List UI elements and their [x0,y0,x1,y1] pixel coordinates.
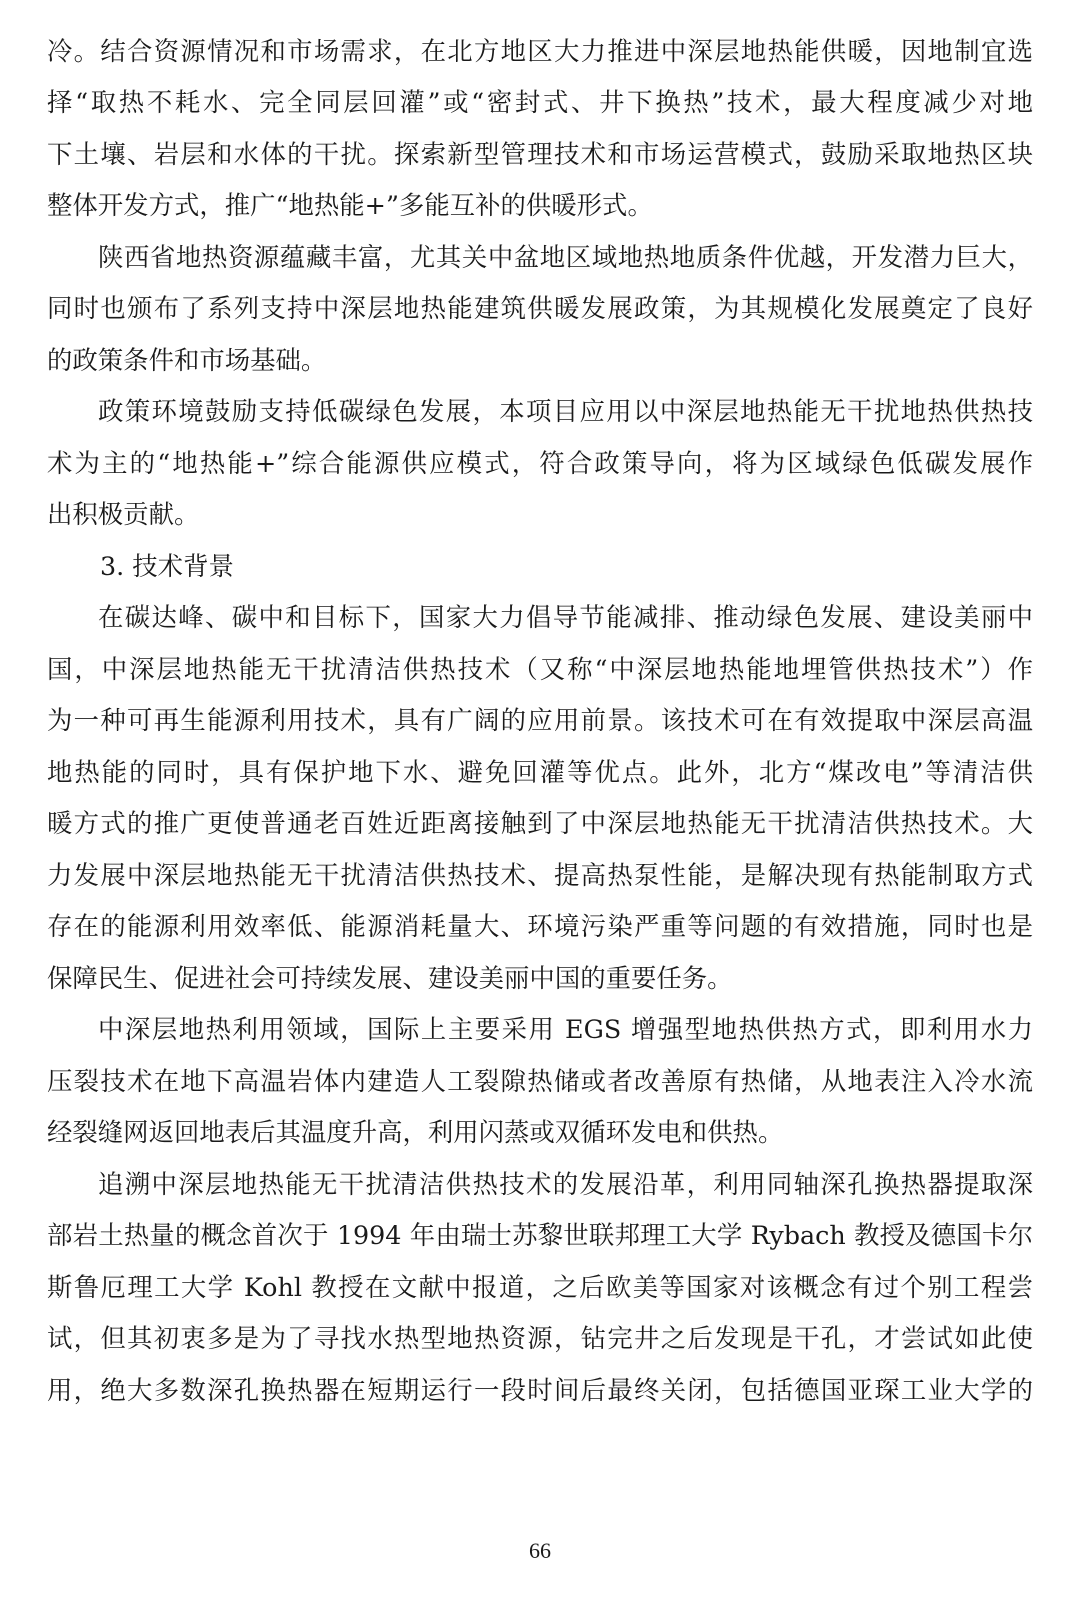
text-line: 择“取热不耗水、完全同层回灌”或“密封式、井下换热”技术，最大程度减少对地 [47,87,1033,117]
text-line: 整体开发方式，推广“地热能+”多能互补的供暖形式。 [47,190,653,220]
paragraph-first-line: 在碳达峰、碳中和目标下，国家大力倡导节能减排、推动绿色发展、建设美丽中 [98,602,1033,632]
text-line: 试，但其初衷多是为了寻找水热型地热资源，钻完井之后发现是干孔，才尝试如此使 [47,1323,1033,1353]
text-line: 用，绝大多数深孔换热器在短期运行一段时间后最终关闭，包括德国亚琛工业大学的 [47,1375,1033,1405]
paragraph-first-line: 中深层地热利用领域，国际上主要采用 EGS 增强型地热供热方式，即利用水力 [98,1014,1033,1044]
text-line: 斯鲁厄理工大学 Kohl 教授在文献中报道，之后欧美等国家对该概念有过个别工程尝 [47,1272,1033,1302]
paragraph-first-line: 政策环境鼓励支持低碳绿色发展，本项目应用以中深层地热能无干扰地热供热技 [98,396,1033,426]
text-line: 为一种可再生能源利用技术，具有广阔的应用前景。该技术可在有效提取中深层高温 [47,705,1033,735]
text-line: 出积极贡献。 [47,499,200,529]
text-line: 存在的能源利用效率低、能源消耗量大、环境污染严重等问题的有效措施，同时也是 [47,911,1033,941]
text-line: 力发展中深层地热能无干扰清洁供热技术、提高热泵性能，是解决现有热能制取方式 [47,860,1033,890]
section-heading: 3. 技术背景 [100,551,234,581]
paragraph-first-line: 追溯中深层地热能无干扰清洁供热技术的发展沿革，利用同轴深孔换热器提取深 [98,1169,1033,1199]
text-line: 国，中深层地热能无干扰清洁供热技术（又称“中深层地热能地埋管供热技术”）作 [47,654,1033,684]
text-line: 地热能的同时，具有保护地下水、避免回灌等优点。此外，北方“煤改电”等清洁供 [47,757,1033,787]
text-line: 术为主的“地热能+”综合能源供应模式，符合政策导向，将为区域绿色低碳发展作 [47,448,1033,478]
text-line: 同时也颁布了系列支持中深层地热能建筑供暖发展政策，为其规模化发展奠定了良好 [47,293,1033,323]
text-line: 下土壤、岩层和水体的干扰。探索新型管理技术和市场运营模式，鼓励采取地热区块 [47,139,1033,169]
text-line: 的政策条件和市场基础。 [47,345,327,375]
paragraph-first-line: 陕西省地热资源蕴藏丰富，尤其关中盆地区域地热地质条件优越，开发潜力巨大， [98,242,1033,272]
text-line: 压裂技术在地下高温岩体内建造人工裂隙热储或者改善原有热储，从地表注入冷水流 [47,1066,1033,1096]
text-line: 经裂缝网返回地表后其温度升高，利用闪蒸或双循环发电和供热。 [47,1117,784,1147]
page-number: 66 [529,1538,551,1563]
text-line: 冷。结合资源情况和市场需求，在北方地区大力推进中深层地热能供暖，因地制宜选 [47,36,1033,66]
text-line: 部岩土热量的概念首次于 1994 年由瑞士苏黎世联邦理工大学 Rybach 教授及德国卡尔 [47,1220,1033,1250]
text-line: 暖方式的推广更使普通老百姓近距离接触到了中深层地热能无干扰清洁供热技术。大 [47,808,1033,838]
text-line: 保障民生、促进社会可持续发展、建设美丽中国的重要任务。 [47,963,733,993]
